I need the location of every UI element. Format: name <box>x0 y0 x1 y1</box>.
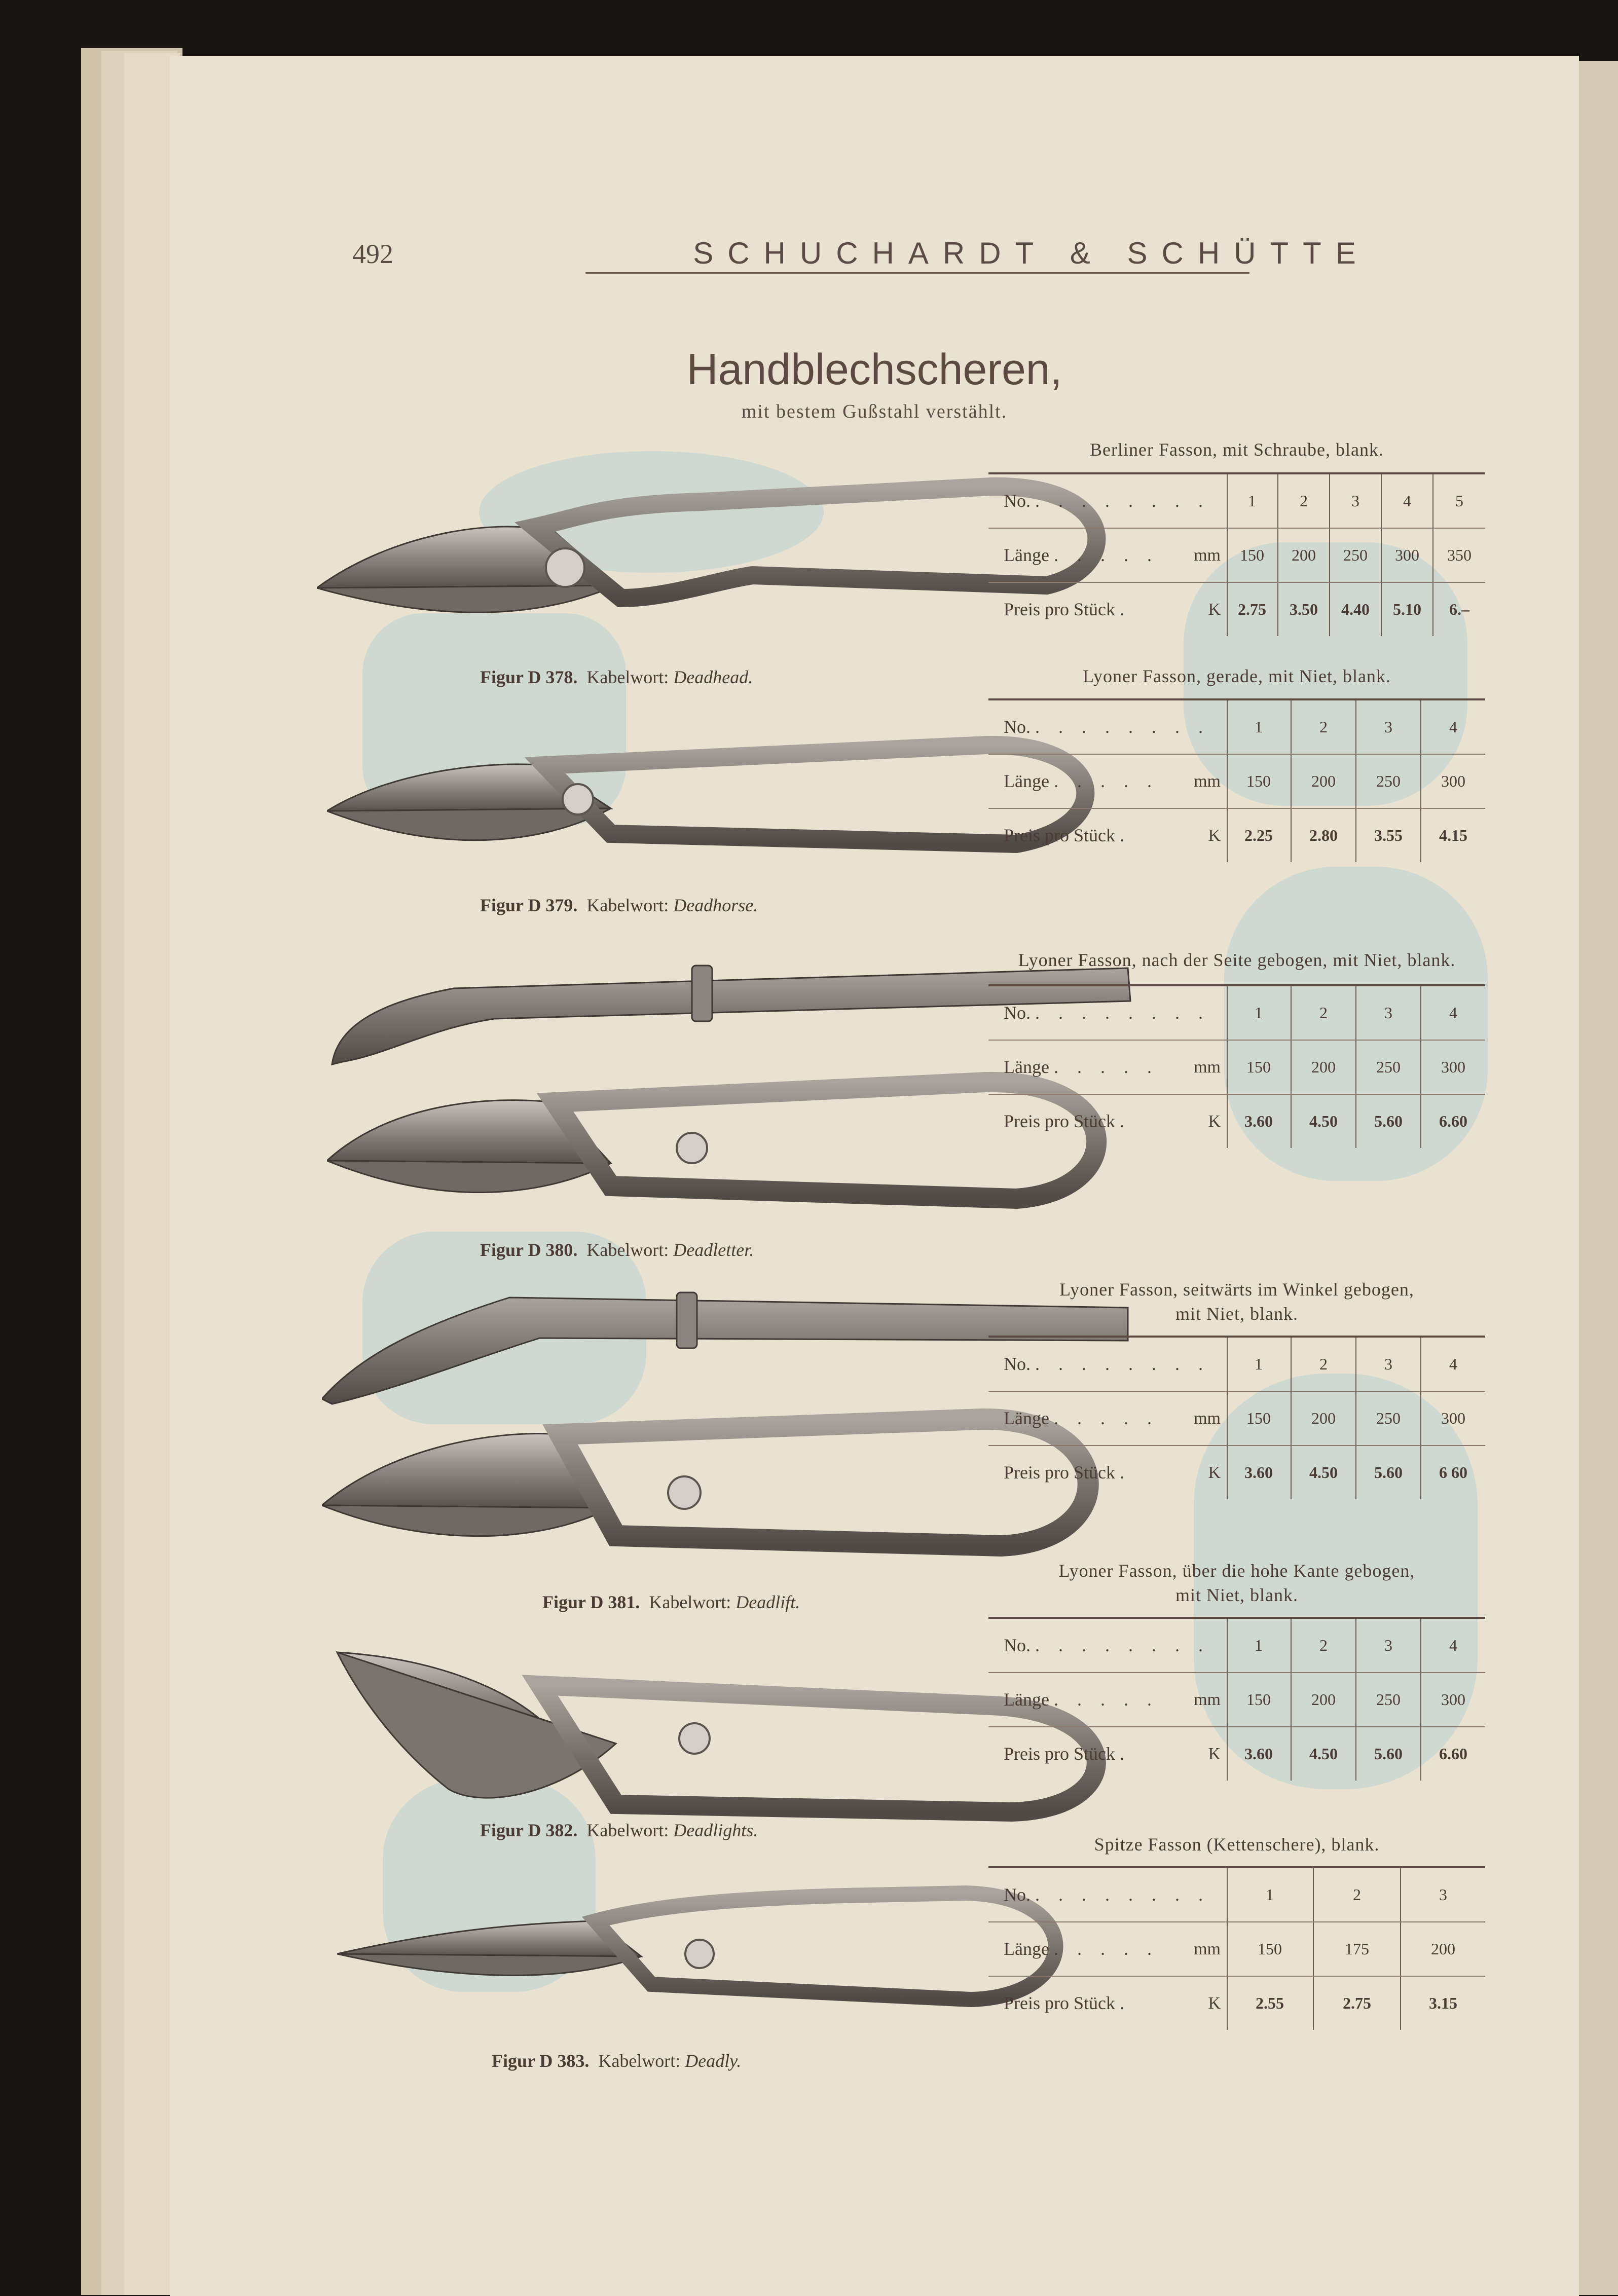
table-row-no <box>988 1619 1485 1673</box>
table-cell: 2 <box>1292 1338 1356 1391</box>
table-grid <box>988 1617 1485 1781</box>
row-label <box>1004 1977 1131 2030</box>
table-cell: 250 <box>1356 1392 1421 1445</box>
row-label-cell <box>988 1619 1228 1672</box>
table-cell: 5.10 <box>1382 583 1433 636</box>
table-cell: 2 <box>1292 1619 1356 1672</box>
table-cell: 3.15 <box>1429 1994 1457 2012</box>
page-title: Handblechscheren, <box>686 345 1062 394</box>
unit-label: K <box>1208 1463 1221 1482</box>
figure-number: Figur D 378. <box>480 667 578 687</box>
leader-dots: . <box>1120 1744 1131 1764</box>
table-cell: 175 <box>1314 1922 1401 1976</box>
table-cell: 200 <box>1431 1940 1455 1958</box>
table-cell: 300 <box>1441 1409 1465 1427</box>
table-cell: 6.60 <box>1439 1745 1467 1763</box>
row-label <box>1004 1619 1210 1672</box>
table-cell: 4.50 <box>1292 1727 1356 1781</box>
table-cell: 200 <box>1292 1392 1356 1445</box>
figure-caption-d378 <box>480 666 753 688</box>
page-subtitle: mit bestem Gußstahl verstählt. <box>741 401 1008 422</box>
row-label-cell <box>988 809 1228 862</box>
kabelwort-value: Deadletter. <box>673 1240 754 1260</box>
table-grid <box>988 1336 1485 1499</box>
table-cell: 1 <box>1227 986 1292 1040</box>
table-cell: 4 <box>1382 474 1433 528</box>
table-title: Lyoner Fasson, nach der Seite gebogen, mit Niet, blank. <box>1018 950 1456 970</box>
row-label-no: No. <box>1004 1884 1031 1905</box>
row-label-cell <box>988 755 1228 808</box>
table-cell: 2 <box>1278 474 1330 528</box>
table-cell: 6.60 <box>1439 1112 1467 1130</box>
table-row-no <box>988 700 1485 755</box>
leader-dots: . . . . . . . . <box>1035 1354 1210 1374</box>
row-label <box>1004 700 1210 754</box>
table-row-laenge <box>988 755 1485 809</box>
row-label <box>1004 755 1159 808</box>
table-row-preis <box>988 1446 1485 1499</box>
row-label-cell <box>988 1673 1228 1726</box>
figure-number: Figur D 379. <box>480 895 578 915</box>
table-row-no <box>988 1868 1485 1922</box>
table-cell: 250 <box>1356 1673 1421 1726</box>
table-cell: 5 <box>1455 492 1463 510</box>
kabelwort-value: Deadhead. <box>673 667 753 687</box>
leader-dots: . . . . . . . . <box>1035 717 1210 737</box>
kabelwort-label: Kabelwort: <box>649 1592 731 1612</box>
table-cell: 200 <box>1278 529 1330 582</box>
figure-number: Figur D 383. <box>492 2051 590 2071</box>
unit-label: mm <box>1194 1058 1221 1077</box>
table-title: Berliner Fasson, mit Schraube, blank. <box>1090 439 1384 460</box>
table-cell: 150 <box>1227 755 1292 808</box>
table-title-line2: mit Niet, blank. <box>1175 1304 1298 1324</box>
table-cell: 3.60 <box>1227 1095 1292 1148</box>
unit-label: K <box>1208 600 1221 619</box>
page-number: 492 <box>352 239 393 269</box>
table-cell: 150 <box>1227 1041 1292 1094</box>
row-label-laenge: Länge <box>1004 1408 1049 1428</box>
table-cell: 1 <box>1227 1338 1292 1391</box>
table-cell: 3 <box>1356 1619 1421 1672</box>
table-cell: 4 <box>1449 1355 1457 1373</box>
table-cell: 300 <box>1382 529 1433 582</box>
unit-label: K <box>1208 826 1221 845</box>
row-label-laenge: Länge <box>1004 545 1049 565</box>
row-label-cell <box>988 1041 1228 1094</box>
kabelwort-label: Kabelwort: <box>586 1820 669 1840</box>
table-cell: 3 <box>1356 700 1421 754</box>
catalog-page <box>170 56 1579 2296</box>
row-label <box>1004 1922 1159 1976</box>
row-label-cell <box>988 1338 1228 1391</box>
table-row-laenge <box>988 1922 1485 1977</box>
unit-label: mm <box>1194 772 1221 791</box>
table-cell: 150 <box>1227 529 1278 582</box>
figure-number: Figur D 381. <box>542 1592 640 1612</box>
table-title: Lyoner Fasson, über die hohe Kante gebogen, <box>1058 1561 1415 1581</box>
kabelwort-value: Deadly. <box>685 2051 742 2071</box>
table-cell: 150 <box>1227 1673 1292 1726</box>
unit-label: mm <box>1194 1690 1221 1709</box>
row-label-cell <box>988 700 1228 754</box>
kabelwort-value: Deadlights. <box>673 1820 758 1840</box>
row-label <box>1004 1392 1159 1445</box>
firm-name: SCHUCHARDT & SCHÜTTE <box>693 236 1370 270</box>
row-label-laenge: Länge <box>1004 1689 1049 1710</box>
row-label <box>1004 1446 1131 1499</box>
table-row-preis <box>988 1727 1485 1781</box>
figure-number: Figur D 380. <box>480 1240 578 1260</box>
leader-dots: . . . . . . . . <box>1035 491 1210 511</box>
row-label <box>1004 1727 1131 1781</box>
table-row-laenge <box>988 1392 1485 1446</box>
row-label <box>1004 583 1131 636</box>
figure-caption-d380 <box>480 1239 754 1261</box>
table-grid <box>988 984 1485 1148</box>
leader-dots: . . . . . . . . <box>1035 1003 1210 1023</box>
table-cell: 200 <box>1292 755 1356 808</box>
leader-dots: . . . . . <box>1053 771 1159 791</box>
row-label-no: No. <box>1004 717 1031 737</box>
table-cell: 150 <box>1227 1392 1292 1445</box>
table-grid <box>988 698 1485 862</box>
table-cell: 250 <box>1356 1041 1421 1094</box>
leader-dots: . <box>1120 1111 1131 1131</box>
table-row-preis <box>988 809 1485 862</box>
leader-dots: . . . . . . . . <box>1035 1635 1210 1655</box>
row-label <box>1004 1095 1131 1148</box>
leader-dots: . . . . . <box>1053 1689 1159 1710</box>
row-label <box>1004 474 1210 528</box>
table-cell: 4.50 <box>1292 1446 1356 1499</box>
table-cell: 5.60 <box>1356 1095 1421 1148</box>
figure-caption-d379 <box>480 895 758 916</box>
leader-dots: . <box>1120 1462 1131 1483</box>
figure-caption-d381 <box>542 1591 800 1613</box>
row-label-preis: Preis pro Stück <box>1004 825 1115 845</box>
kabelwort-value: Deadhorse. <box>673 895 758 915</box>
row-label <box>1004 1868 1210 1921</box>
figure-caption-d382 <box>480 1820 758 1841</box>
table-cell: 300 <box>1441 1690 1465 1709</box>
row-label-no: No. <box>1004 1003 1031 1023</box>
table-title: Lyoner Fasson, seitwärts im Winkel gebogen, <box>1059 1279 1414 1300</box>
kabelwort-label: Kabelwort: <box>586 1240 669 1260</box>
table-cell: 3 <box>1330 474 1382 528</box>
row-label-preis: Preis pro Stück <box>1004 1111 1115 1131</box>
table-cell: 2.55 <box>1227 1977 1314 2030</box>
table-cell: 1 <box>1227 1619 1292 1672</box>
row-label-preis: Preis pro Stück <box>1004 1993 1115 2013</box>
row-label <box>1004 986 1210 1040</box>
table-cell: 3.60 <box>1227 1727 1292 1781</box>
table-cell: 3 <box>1356 1338 1421 1391</box>
leader-dots: . . . . . <box>1053 1057 1159 1077</box>
row-label-laenge: Länge <box>1004 1057 1049 1077</box>
table-row-laenge <box>988 1673 1485 1727</box>
kabelwort-value: Deadlift. <box>736 1592 800 1612</box>
leader-dots: . . . . . <box>1053 545 1159 565</box>
table-cell: 2 <box>1292 986 1356 1040</box>
row-label-preis: Preis pro Stück <box>1004 1744 1115 1764</box>
leader-dots: . <box>1120 599 1131 619</box>
row-label <box>1004 809 1131 862</box>
table-cell: 5.60 <box>1356 1446 1421 1499</box>
unit-label: K <box>1208 1745 1221 1763</box>
table-cell: 4.40 <box>1330 583 1382 636</box>
row-label-no: No. <box>1004 491 1031 511</box>
row-label <box>1004 1041 1159 1094</box>
row-label-cell <box>988 529 1228 582</box>
row-label-laenge: Länge <box>1004 1939 1049 1959</box>
table-cell: 3.55 <box>1356 809 1421 862</box>
row-label <box>1004 529 1159 582</box>
row-label-cell <box>988 1977 1228 2030</box>
leader-dots: . <box>1120 1993 1131 2013</box>
leader-dots: . . . . . <box>1053 1939 1159 1959</box>
row-label-cell <box>988 1922 1228 1976</box>
row-label-cell <box>988 986 1228 1040</box>
table-row-preis <box>988 1095 1485 1148</box>
table-cell: 3.60 <box>1227 1446 1292 1499</box>
table-cell: 3 <box>1356 986 1421 1040</box>
table-cell: 1 <box>1227 700 1292 754</box>
table-row-laenge <box>988 529 1485 583</box>
leader-dots: . <box>1120 825 1131 845</box>
leader-dots: . . . . . . . . <box>1035 1884 1210 1905</box>
table-cell: 6.– <box>1449 600 1469 618</box>
row-label-no: No. <box>1004 1354 1031 1374</box>
table-row-laenge <box>988 1041 1485 1095</box>
table-cell: 4 <box>1449 1004 1457 1022</box>
next-page-edge <box>1576 61 1618 2295</box>
table-row-preis <box>988 1977 1485 2030</box>
row-label-no: No. <box>1004 1635 1031 1655</box>
table-cell: 4.50 <box>1292 1095 1356 1148</box>
table-grid <box>988 1866 1485 2030</box>
table-cell: 300 <box>1441 1058 1465 1076</box>
row-label-cell <box>988 1095 1228 1148</box>
table-cell: 2 <box>1292 700 1356 754</box>
row-label <box>1004 1673 1159 1726</box>
figure-caption-d383 <box>492 2050 741 2071</box>
table-cell: 6 60 <box>1439 1463 1467 1482</box>
row-label <box>1004 1338 1210 1391</box>
table-cell: 2.25 <box>1227 809 1292 862</box>
leader-dots: . . . . . <box>1053 1408 1159 1428</box>
figure-number: Figur D 382. <box>480 1820 578 1840</box>
table-row-no <box>988 474 1485 529</box>
table-cell: 2 <box>1314 1868 1401 1921</box>
kabelwort-label: Kabelwort: <box>598 2051 681 2071</box>
row-label-cell <box>988 1868 1228 1921</box>
table-cell: 250 <box>1330 529 1382 582</box>
table-title: Lyoner Fasson, gerade, mit Niet, blank. <box>1083 666 1391 686</box>
header-rule <box>585 272 1249 274</box>
unit-label: K <box>1208 1112 1221 1131</box>
row-label-preis: Preis pro Stück <box>1004 599 1115 619</box>
unit-label: mm <box>1194 1940 1221 1958</box>
table-cell: 2.80 <box>1292 809 1356 862</box>
table-title: Spitze Fasson (Kettenschere), blank. <box>1094 1834 1380 1855</box>
table-cell: 4.15 <box>1439 826 1467 844</box>
row-label-cell <box>988 1392 1228 1445</box>
table-cell: 300 <box>1441 772 1465 790</box>
table-cell: 350 <box>1447 546 1472 564</box>
table-row-preis <box>988 583 1485 636</box>
table-cell: 5.60 <box>1356 1727 1421 1781</box>
row-label-preis: Preis pro Stück <box>1004 1462 1115 1483</box>
table-row-no <box>988 1338 1485 1392</box>
table-cell: 3 <box>1439 1885 1447 1904</box>
row-label-cell <box>988 1727 1228 1781</box>
table-cell: 1 <box>1227 1868 1314 1921</box>
table-cell: 4 <box>1449 718 1457 736</box>
kabelwort-label: Kabelwort: <box>586 667 669 687</box>
table-cell: 150 <box>1227 1922 1314 1976</box>
unit-label: mm <box>1194 546 1221 565</box>
table-cell: 200 <box>1292 1673 1356 1726</box>
unit-label: mm <box>1194 1409 1221 1428</box>
row-label-cell <box>988 1446 1228 1499</box>
unit-label: K <box>1208 1994 1221 2013</box>
table-cell: 3.50 <box>1278 583 1330 636</box>
table-cell: 2.75 <box>1227 583 1278 636</box>
row-label-cell <box>988 583 1228 636</box>
table-cell: 2.75 <box>1314 1977 1401 2030</box>
row-label-cell <box>988 474 1228 528</box>
table-grid <box>988 472 1485 636</box>
kabelwort-label: Kabelwort: <box>586 895 669 915</box>
table-title-line2: mit Niet, blank. <box>1175 1585 1298 1605</box>
table-row-no <box>988 986 1485 1041</box>
table-cell: 4 <box>1449 1636 1457 1654</box>
table-cell: 200 <box>1292 1041 1356 1094</box>
row-label-laenge: Länge <box>1004 771 1049 791</box>
table-cell: 250 <box>1356 755 1421 808</box>
table-cell: 1 <box>1227 474 1278 528</box>
